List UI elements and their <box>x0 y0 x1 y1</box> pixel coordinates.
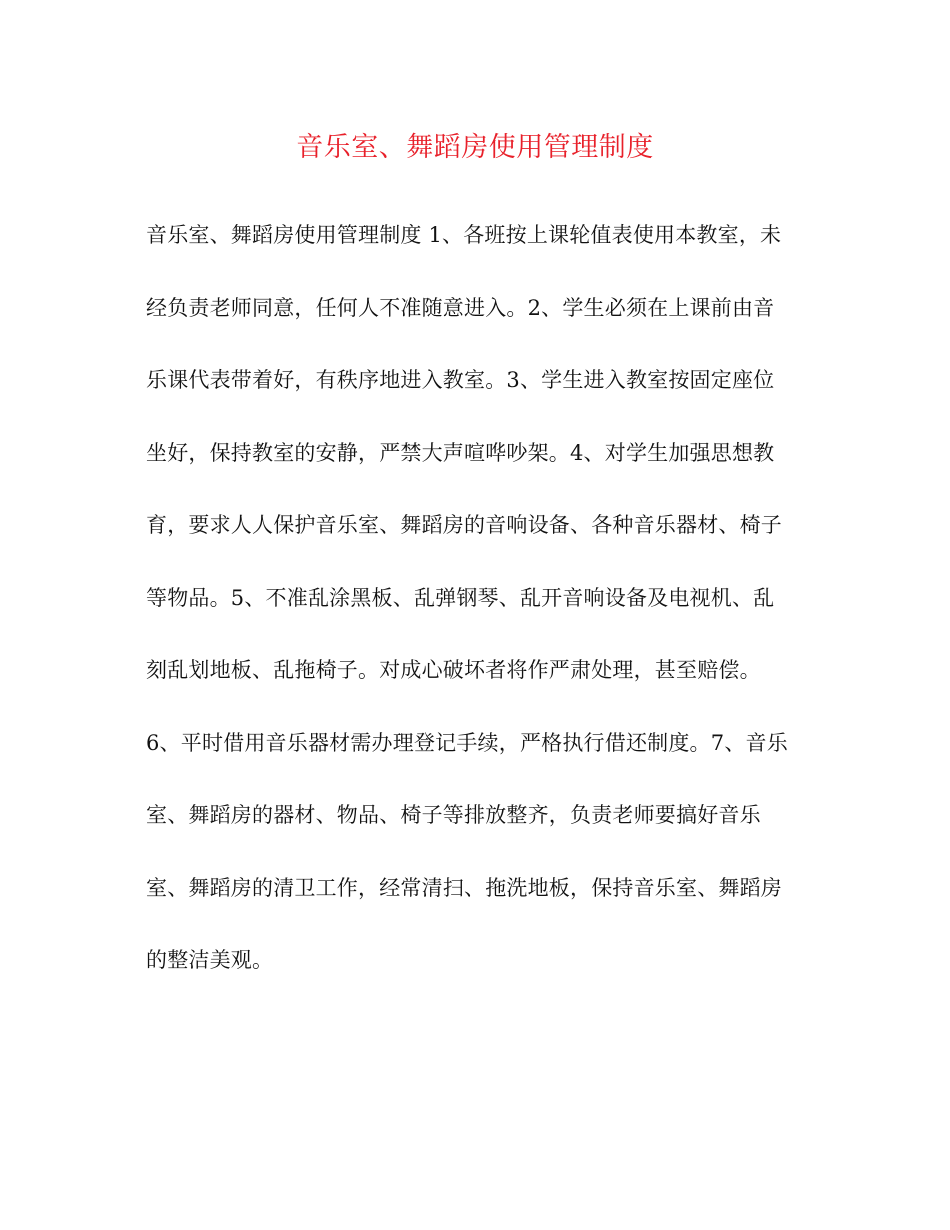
body-line-8: 6、平时借用音乐器材需办理登记手续，严格执行借还制度。7、音乐 <box>146 730 788 755</box>
body-line-3: 乐课代表带着好，有秩序地进入教室。3、学生进入教室按固定座位 <box>146 368 775 392</box>
body-line-2: 经负责老师同意，任何人不准随意进入。2、学生必须在上课前由音 <box>146 295 775 320</box>
body-line-11: 的整洁美观。 <box>146 948 274 972</box>
document-title: 音乐室、舞蹈房使用管理制度 <box>296 132 654 163</box>
body-line-4: 坐好，保持教室的安静，严禁大声喧哗吵架。4、对学生加强思想教 <box>146 440 775 465</box>
body-line-1: 音乐室、舞蹈房使用管理制度 1、各班按上课轮值表使用本教室，未 <box>146 223 782 247</box>
body-line-7: 刻乱划地板、乱拖椅子。对成心破坏者将作严肃处理，甚至赔偿。 <box>146 658 761 682</box>
body-line-6: 等物品。5、不准乱涂黑板、乱弹钢琴、乱开音响设备及电视机、乱 <box>146 585 775 610</box>
document-body <box>146 213 806 1011</box>
body-line-9: 室、舞蹈房的器材、物品、椅子等排放整齐，负责老师要搞好音乐 <box>146 803 761 827</box>
body-line-10: 室、舞蹈房的清卫工作，经常清扫、拖洗地板，保持音乐室、舞蹈房 <box>146 875 782 900</box>
body-line-5: 育，要求人人保护音乐室、舞蹈房的音响设备、各种音乐器材、椅子 <box>146 513 782 537</box>
